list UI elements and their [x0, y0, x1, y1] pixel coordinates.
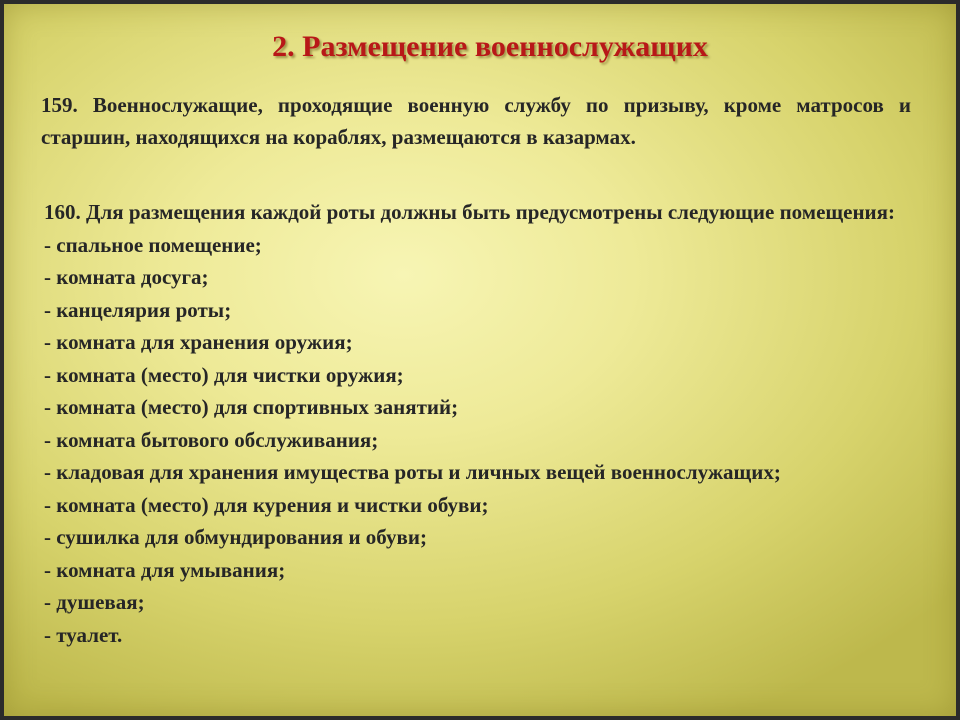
list-item: - душевая; — [44, 590, 145, 614]
list-item: - комната для хранения оружия; — [44, 330, 353, 354]
list-item: - комната досуга; — [44, 265, 209, 289]
slide-title: 2. Размещение военнослужащих — [272, 30, 708, 63]
list-item: - спальное помещение; — [44, 232, 262, 257]
slide — [4, 4, 956, 716]
list-item: - комната для умывания; — [44, 557, 286, 582]
paragraph-160 — [44, 196, 904, 651]
rooms-list — [44, 229, 904, 652]
list-item: - туалет. — [44, 622, 123, 647]
list-item: - канцелярия роты; — [44, 297, 232, 322]
list-item: - комната (место) для чистки оружия; — [44, 362, 404, 387]
list-item: - сушилка для обмундирования и обуви; — [44, 525, 427, 549]
paragraph-159: 159. Военнослужащие, проходящие военную службу по призыву, кроме матросов и старшин, находящихся на кораблях, размещаются в казармах. — [41, 93, 911, 149]
paragraph-160-intro: 160. Для размещения каждой роты должны быть предусмотрены следующие помещения: — [44, 200, 895, 224]
list-item: - кладовая для хранения имущества роты и личных вещей военнослужащих; — [44, 460, 781, 484]
list-item: - комната бытового обслуживания; — [44, 427, 379, 452]
list-item: - комната (место) для спортивных занятий; — [44, 395, 459, 419]
list-item: - комната (место) для курения и чистки обуви; — [44, 492, 489, 517]
